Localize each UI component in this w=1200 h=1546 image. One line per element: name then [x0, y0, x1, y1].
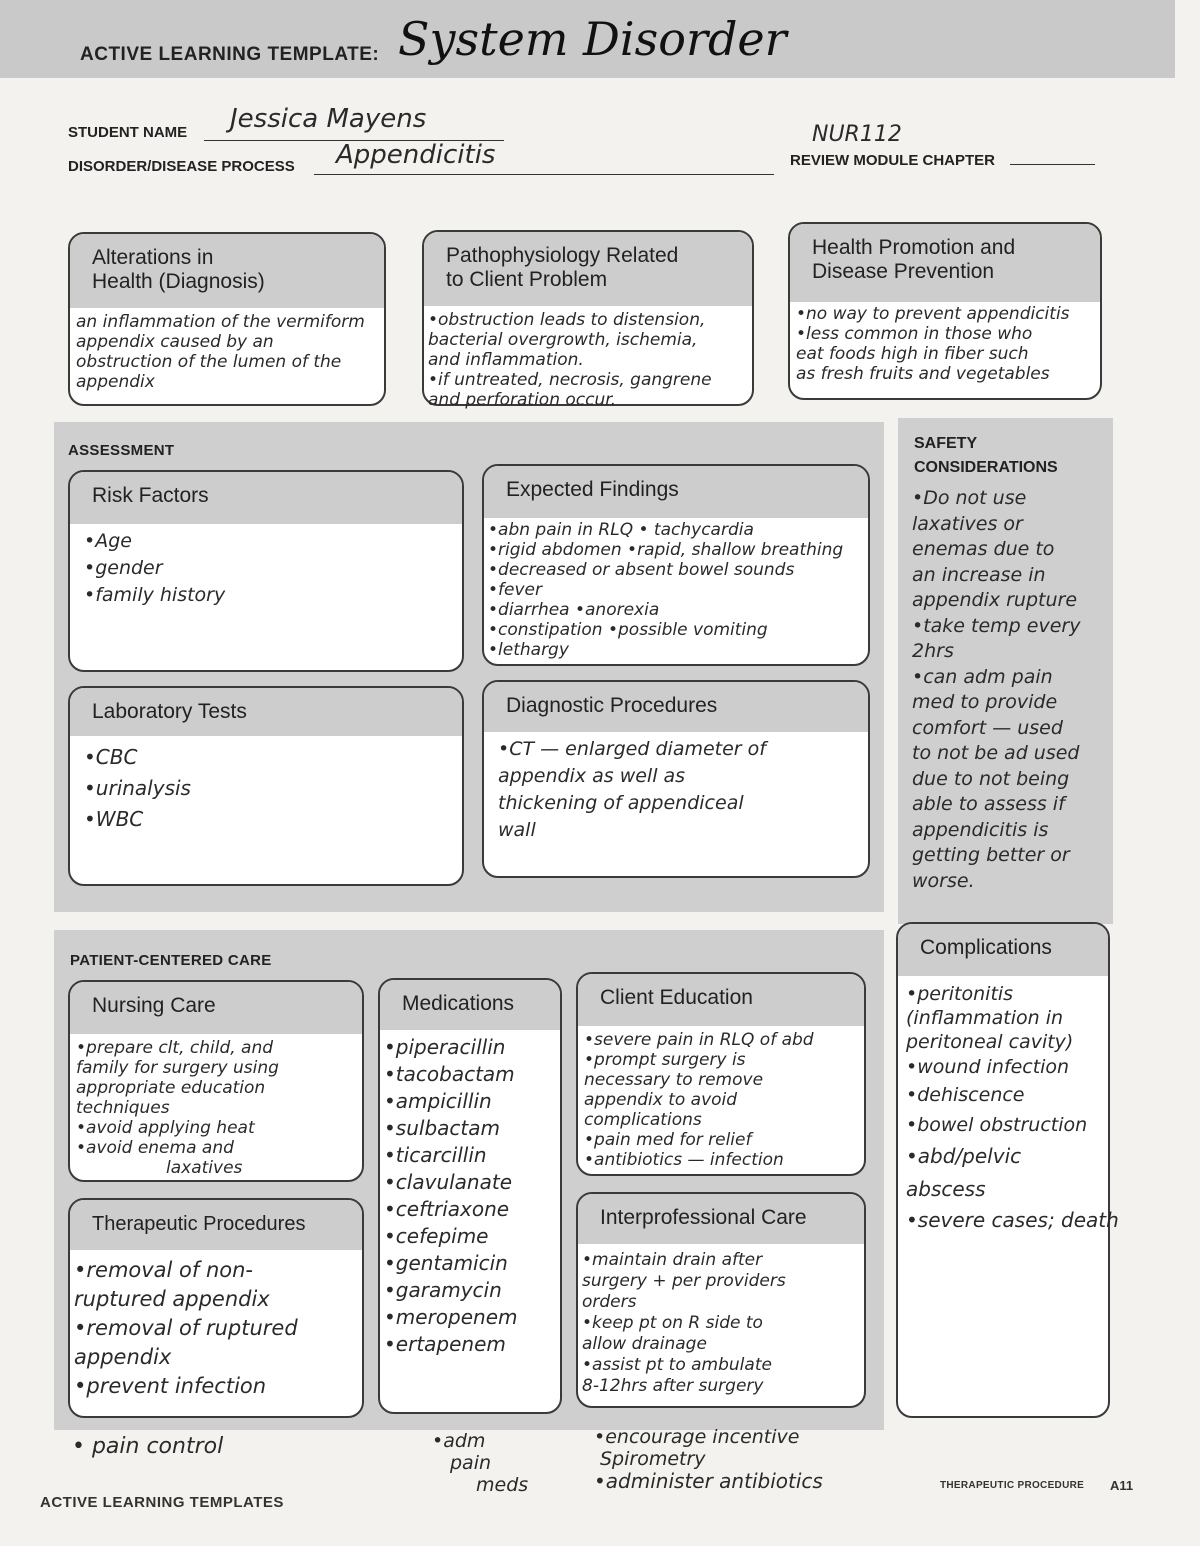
- alterations-box: [68, 232, 386, 406]
- risk-factors-box: [68, 470, 464, 672]
- medications-box: [378, 978, 562, 1414]
- diagnostic-procedures-heading: Diagnostic Procedures: [484, 682, 868, 732]
- safety-considerations-title: SAFETY CONSIDERATIONS: [914, 435, 1058, 476]
- patient-centered-care-label: PATIENT-CENTERED CARE: [70, 952, 272, 969]
- risk-factors-text: •Age •gender •family history: [84, 530, 226, 606]
- client-education-heading: Client Education: [578, 974, 864, 1026]
- note-adm-pain-meds: •adm pain meds: [432, 1430, 529, 1496]
- alterations-heading: Alterations in Health (Diagnosis): [70, 234, 384, 308]
- diagnostic-procedures-box: [482, 680, 870, 878]
- complications-text: •peritonitis (inflammation in peritoneal cavity) •wound infection •dehiscence •bowel obstruction •abd/pelvic abscess •severe cases; death: [906, 983, 1119, 1232]
- interprofessional-care-box: [576, 1192, 866, 1408]
- laboratory-tests-box: [68, 686, 464, 886]
- footer-left: ACTIVE LEARNING TEMPLATES: [40, 1494, 284, 1511]
- risk-factors-heading: Risk Factors: [70, 472, 462, 524]
- medications-heading: Medications: [380, 980, 560, 1030]
- student-name-value: Jessica Mayens: [230, 104, 427, 134]
- template-label: ACTIVE LEARNING TEMPLATE:: [80, 44, 380, 65]
- expected-findings-box: [482, 464, 870, 666]
- safety-considerations-panel: [898, 418, 1113, 924]
- client-education-text: •severe pain in RLQ of abd •prompt surgery is necessary to remove appendix to avoid complications •pain med for relief •antibiotics — infection: [584, 1030, 814, 1170]
- expected-findings-heading: Expected Findings: [484, 466, 868, 518]
- laboratory-tests-text: •CBC •urinalysis •WBC: [84, 745, 191, 831]
- assessment-label: ASSESSMENT: [68, 442, 175, 459]
- pathophysiology-text: •obstruction leads to distension, bacterial overgrowth, ischemia, and inflammation. •if untreated, necrosis, gangrene and perforation occur.: [428, 310, 712, 410]
- laboratory-tests-heading: Laboratory Tests: [70, 688, 462, 736]
- course-code: NUR112: [812, 122, 902, 147]
- review-module-label: REVIEW MODULE CHAPTER: [790, 152, 996, 169]
- review-module-line: [1010, 164, 1095, 165]
- nursing-care-heading: Nursing Care: [70, 982, 362, 1034]
- disorder-line: [314, 174, 774, 175]
- disorder-value: Appendicitis: [336, 140, 496, 170]
- footer-right: THERAPEUTIC PROCEDURE: [940, 1480, 1085, 1491]
- health-promotion-text: •no way to prevent appendicitis •less common in those who eat foods high in fiber such as fresh fruits and vegetables: [796, 304, 1070, 384]
- note-interprofessional-continued: •encourage incentive Spirometry •administer antibiotics: [594, 1426, 823, 1493]
- client-education-box: [576, 972, 866, 1176]
- template-title: System Disorder: [398, 12, 787, 66]
- complications-heading: Complications: [898, 924, 1108, 976]
- pathophysiology-heading: Pathophysiology Related to Client Problem: [424, 232, 752, 306]
- nursing-care-text: •prepare clt, child, and family for surgery using appropriate education techniques •avoid applying heat •avoid enema and laxatives: [76, 1038, 279, 1178]
- footer-page: A11: [1110, 1478, 1134, 1493]
- health-promotion-box: [788, 222, 1102, 400]
- alterations-text: an inflammation of the vermiform appendix caused by an obstruction of the lumen of the appendix: [76, 312, 365, 392]
- disorder-label: DISORDER/DISEASE PROCESS: [68, 158, 295, 175]
- therapeutic-procedures-heading: Therapeutic Procedures: [70, 1200, 362, 1250]
- nursing-care-box: [68, 980, 364, 1182]
- safety-considerations-text: •Do not use laxatives or enemas due to an increase in appendix rupture •take temp every 2hrs •can adm pain med to provide comfort — used to not be ad used due to not being able to assess if appendicitis is getting better or worse.: [912, 487, 1081, 892]
- interprofessional-care-heading: Interprofessional Care: [578, 1194, 864, 1244]
- complications-box: [896, 922, 1119, 1418]
- therapeutic-procedures-text: •removal of non- ruptured appendix •removal of ruptured appendix •prevent infection: [74, 1258, 298, 1398]
- medications-text: •piperacillin •tacobactam •ampicillin •sulbactam •ticarcillin •clavulanate •ceftriaxone •cefepime •gentamicin •garamycin •meropenem •ertapenem: [384, 1035, 518, 1356]
- interprofessional-care-text: •maintain drain after surgery + per providers orders •keep pt on R side to allow drainage •assist pt to ambulate 8-12hrs after surgery: [582, 1250, 786, 1396]
- expected-findings-text: •abn pain in RLQ • tachycardia •rigid abdomen •rapid, shallow breathing •decreased or absent bowel sounds •fever •diarrhea •anorexia •constipation •possible vomiting •lethargy: [488, 520, 844, 660]
- health-promotion-heading: Health Promotion and Disease Prevention: [790, 224, 1100, 302]
- student-name-label: STUDENT NAME: [68, 124, 188, 141]
- diagnostic-procedures-text: •CT — enlarged diameter of appendix as well as thickening of appendiceal wall: [498, 738, 766, 841]
- pathophysiology-box: [422, 230, 754, 410]
- note-pain-control: • pain control: [72, 1434, 224, 1459]
- therapeutic-procedures-box: [68, 1198, 364, 1418]
